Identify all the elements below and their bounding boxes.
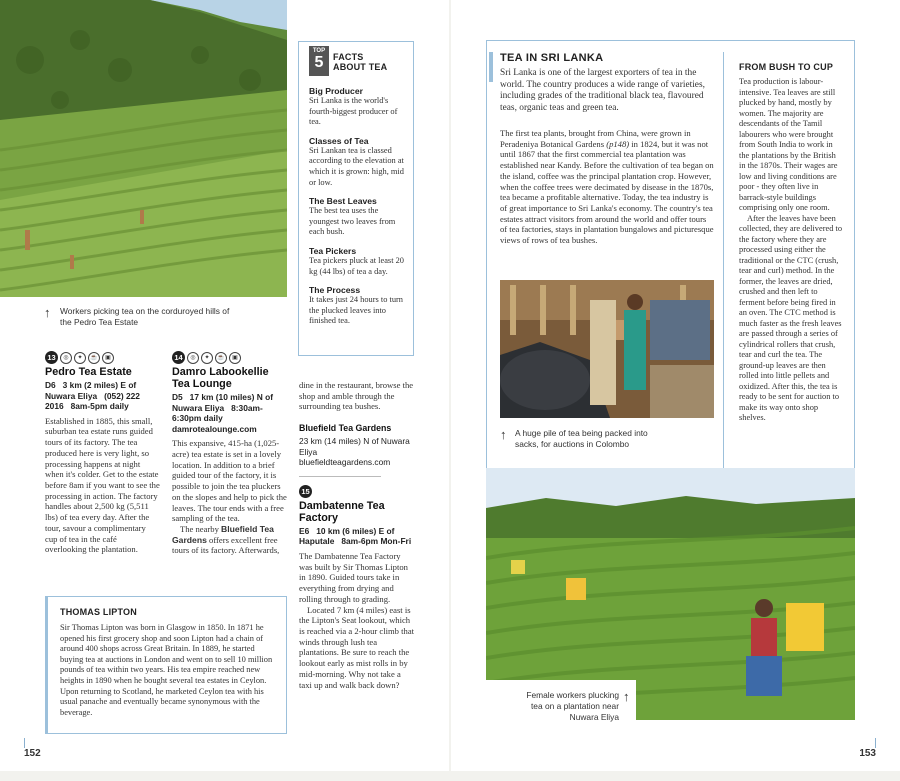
sight-icon: ◎ <box>187 352 199 364</box>
thomas-lipton-box <box>45 596 287 734</box>
column-three <box>299 380 415 690</box>
tour-icon: ✦ <box>201 352 213 364</box>
cafe-icon: ☕ <box>88 352 100 364</box>
left-page <box>0 0 449 771</box>
tour-icon: ✦ <box>74 352 86 364</box>
lipton-box-text: Sir Thomas Lipton was born in Glasgow in 1850. In 1871 he opened his first grocery shop and soon Lipton had a chain of around 400 shops across Great Britain. In 1889, he started buying tea at auctions in London and went on to sell 10 million pounds of tea within two years. His tea empire reached new heights in 1890 when he bought several tea estates in Ceylon. Upon returning to Scotland, he marketed Ceylon tea with his usual panache and eventually became synonymous with the beverage. <box>60 623 273 717</box>
sight-icon: ◎ <box>60 352 72 364</box>
bluefield-reference: Bluefield Tea Gardens <box>172 524 274 545</box>
fact-head: Classes of Tea <box>309 135 369 146</box>
entry-body: Established in 1885, this small, suburban tea estate runs guided tours of its factory. The tea produced here is very light, so processing happens at night when it's colder. Get to the estate before 8am if you want to see the processing in action. The factory handles about 2,500 kg (5,511 lbs) of tea every day. After the tour, savour a complimentary cup of tea in the café overlooking the plantation. <box>45 415 160 555</box>
entry-number-badge: 13 <box>45 351 58 364</box>
entry-body: The Dambatenne Tea Factory was built by Sir Thomas Lipton in 1890. Guided tours take in everything from drying and rolling through to grading. <box>299 551 408 604</box>
pedro-photo-caption: Workers picking tea on the corduroyed hills of the Pedro Tea Estate <box>60 306 230 327</box>
entry-number-badge: 14 <box>172 351 185 364</box>
fact-head: Big Producer <box>309 86 363 96</box>
page-number: 152 <box>24 748 41 759</box>
fact-text: The best tea uses the youngest two leaves from each bush. <box>309 206 396 237</box>
entry-title: Pedro Tea Estate <box>45 366 132 378</box>
plantation-photo-caption: Female workers plucking tea on a plantation near Nuwara Eliya <box>526 690 619 722</box>
shop-icon: ▣ <box>102 352 114 364</box>
fact-head: The Best Leaves <box>309 196 377 207</box>
caption-arrow-icon: ↑ <box>623 689 630 704</box>
feature-title: TEA IN SRI LANKA <box>500 52 604 64</box>
entry-number-badge: 15 <box>299 485 312 498</box>
feature-body: The first tea plants, brought from China, were grown in Peradeniya Botanical Gardens (p148) in 1824, but it was not until 1867 that the first commercial tea plantation was established near Kandy. Before the cultivation of tea began on the island, coffee was the principal plantation crop. However, when the coffee trees were decimated by disease in the 1870s, tea became a profitable alternative. Today, the tea industry is of great importance to Sri Lanka's economy. The country's tea estates attract visitors from around the world and offer tours of tea factories, stays in plantation bungalows and picturesque views of rows of tea bushes. <box>500 128 714 246</box>
facts-title-line1: FACTS <box>333 52 364 62</box>
damro-body-continued: dine in the restaurant, browse the shop and amble through the surrounding tea bushes. <box>299 380 414 412</box>
shop-icon: ▣ <box>229 352 241 364</box>
feature-lead: Sri Lanka is one of the largest exporters of tea in the world. The country produces a wide range of varieties, including grades of the traditional black tea, flavoured teas, organic teas and green tea. <box>500 68 705 113</box>
entry-damro-tea-lounge <box>172 351 288 556</box>
fact-text: It takes just 24 hours to turn the plucked leaves into finished tea. <box>309 295 403 326</box>
bush-to-cup-box <box>723 52 853 512</box>
bush-box-title: FROM BUSH TO CUP <box>739 62 834 72</box>
page-reference: (p148) <box>606 138 630 149</box>
fact-text: Sri Lanka is the world's fourth-biggest producer of tea. <box>309 96 398 127</box>
sub-entry-title: Bluefield Tea Gardens <box>299 423 392 434</box>
bush-box-text-continued: After the leaves have been collected, they are delivered to the factory where they are processed using either the traditional or the CTC (crush, tear and curl) method. In the former, the leaves are dried, crushed and then left to ferment before being fired in an oven. The CTC method is much faster as the fresh leaves are passed through a series of cylindrical rollers that crush, tear and curl the tea. The ground-up leaves are then rolled into little pellets and oxidized. After this, the tea is ready to be sent for auction to make its way onto shop shelves. <box>739 213 843 422</box>
facts-title-line2: ABOUT TEA <box>333 62 388 72</box>
entry-body-continued: The nearby Bluefield Tea Gardens offers excellent free tours of its factory. Afterwards, <box>172 524 280 556</box>
entry-title: Dambatenne Tea Factory <box>299 499 385 524</box>
top5-badge: TOP 5 <box>309 46 329 76</box>
cafe-icon: ☕ <box>215 352 227 364</box>
entry-practical-info: D5 17 km (10 miles) N of Nuwara Eliya 8:30am-6:30pm daily damrotealounge.com <box>172 392 274 434</box>
entry-practical-info: E6 10 km (6 miles) E of Haputale 8am-6pm Mon-Fri <box>299 525 412 547</box>
fact-head: The Process <box>309 285 361 296</box>
fact-head: Tea Pickers <box>309 245 357 256</box>
entry-pedro-tea-estate <box>45 351 160 555</box>
entry-body: This expansive, 415-ha (1,025-acre) tea estate is set in a lovely location. In addition to a brief guided tour of the factory, it is possible to join the tea pluckers on the slopes and help to pick the leaves. The tour ends with a free sampling of the tea. <box>172 438 287 524</box>
entry-title: Damro Labookellie Tea Lounge <box>172 366 269 390</box>
sub-entry-practical-info: 23 km (14 miles) N of Nuwara Eliya bluefieldteagardens.com <box>299 436 410 468</box>
fact-text: Sri Lankan tea is classed according to the elevation at which it is grown: high, mid or low. <box>309 145 404 187</box>
divider <box>299 476 381 477</box>
entry-body-continued: Located 7 km (4 miles) east is the Lipton's Seat lookout, which is reached via a 2-hour climb that winds through lush tea plantations. Be sure to reach the lookout early as mist rolls in by mid-morning. Why not take a taxi up and walk back down? <box>299 604 415 690</box>
bush-box-text: Tea production is labour-intensive. Tea leaves are still plucked by hand, mostly by women. The majority are descendants of the Tamil labourers who were brought from South India to work in the plantations by the British in the 1870s. Their wages are low and living conditions are poor - they often live in barrack-style buildings comprising only one room. <box>739 77 838 212</box>
top5-facts-box <box>298 41 414 356</box>
entry-practical-info: D6 3 km (2 miles) E of Nuwara Eliya (052) 222 2016 8am-5pm daily <box>45 380 140 412</box>
factory-photo-caption: A huge pile of tea being packed into sacks, for auctions in Colombo <box>515 428 648 449</box>
caption-arrow-icon: ↑ <box>500 427 507 442</box>
lipton-box-title: THOMAS LIPTON <box>60 607 137 617</box>
caption-arrow-icon: ↑ <box>44 305 51 320</box>
feature-title-bar <box>489 52 493 82</box>
right-page <box>451 0 900 771</box>
tea-factory-photo <box>500 280 714 418</box>
fact-text: Tea pickers pluck at least 20 kg (44 lbs) of tea a day. <box>309 255 404 276</box>
pedro-estate-photo <box>0 0 287 297</box>
page-number: 153 <box>859 748 876 759</box>
